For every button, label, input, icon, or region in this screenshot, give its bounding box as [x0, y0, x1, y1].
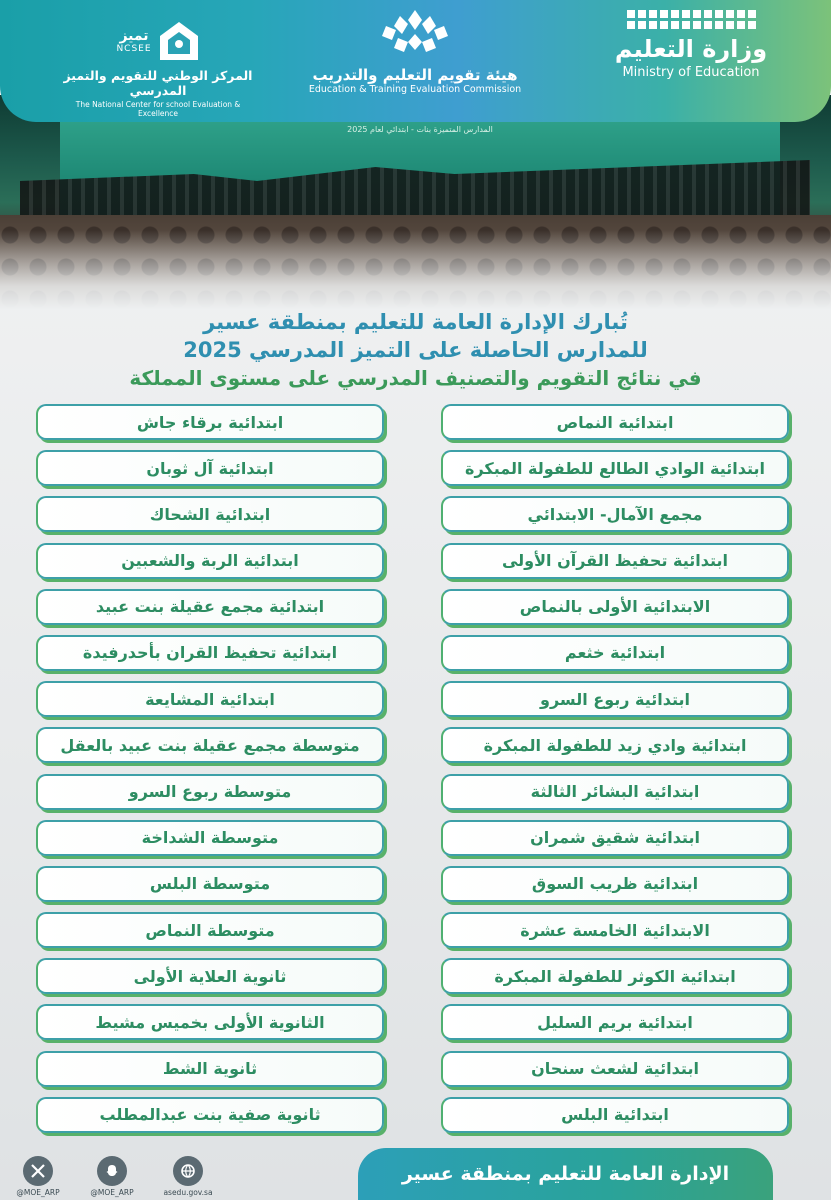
x-handle: @MOE_ARP	[16, 1188, 60, 1197]
school-item: ابتدائية تحفيظ القران بأحدرفيدة	[36, 635, 384, 671]
snapchat-link[interactable]	[84, 1156, 140, 1197]
moe-english-name: Ministry of Education	[622, 65, 760, 80]
school-item: متوسطة مجمع عقيلة بنت عبيد بالعقل	[36, 727, 384, 763]
school-item: ابتدائية الشحاك	[36, 496, 384, 532]
school-item: ابتدائية لشعث سنحان	[441, 1051, 789, 1087]
header-banner	[0, 0, 831, 122]
ncsee-logo	[58, 20, 258, 118]
moe-mark-icon	[626, 10, 756, 29]
headline-line-3: في نتائج التقويم والتصنيف المدرسي على مستوى المملكة	[129, 366, 702, 390]
school-item: الابتدائية الخامسة عشرة	[441, 912, 789, 948]
etec-leaves-icon	[370, 8, 460, 58]
ceremony-photo	[0, 95, 831, 310]
school-item: ابتدائية شقيق شمران	[441, 820, 789, 856]
school-item: ابتدائية المشايعة	[36, 681, 384, 717]
school-item: مجمع الآمال- الابتدائي	[441, 496, 789, 532]
school-item: ثانوية الشط	[36, 1051, 384, 1087]
school-item: متوسطة ربوع السرو	[36, 774, 384, 810]
school-item: ابتدائية ربوع السرو	[441, 681, 789, 717]
ncsee-arabic-name: المركز الوطني للتقويم والتميز المدرسي	[63, 68, 253, 98]
school-item: ثانوية صفية بنت عبدالمطلب	[36, 1097, 384, 1133]
schools-left-column	[36, 404, 384, 1143]
website-url: asedu.gov.sa	[163, 1188, 213, 1197]
school-item: ابتدائية مجمع عقيلة بنت عبيد	[36, 589, 384, 625]
school-item: ابتدائية خثعم	[441, 635, 789, 671]
snapchat-handle: @MOE_ARP	[90, 1188, 134, 1197]
moe-logo	[591, 10, 791, 80]
school-item: ابتدائية الوادي الطالع للطفولة المبكرة	[441, 450, 789, 486]
headline	[0, 308, 831, 392]
x-link[interactable]	[10, 1156, 66, 1197]
etec-logo	[300, 8, 530, 95]
etec-english-name: Education & Training Evaluation Commission	[308, 84, 522, 95]
school-item: ابتدائية بريم السليل	[441, 1004, 789, 1040]
school-item: الثانوية الأولى بخميس مشيط	[36, 1004, 384, 1040]
school-item: الابتدائية الأولى بالنماص	[441, 589, 789, 625]
photo-fade	[0, 230, 831, 310]
school-item: ابتدائية وادي زيد للطفولة المبكرة	[441, 727, 789, 763]
school-item: ابتدائية النماص	[441, 404, 789, 440]
school-item: متوسطة الشداخة	[36, 820, 384, 856]
ncsee-english-name: The National Center for school Evaluation & Excellence	[75, 100, 241, 118]
school-item: ابتدائية البلس	[441, 1097, 789, 1133]
snapchat-icon	[97, 1156, 127, 1186]
headline-line-1: تُبارك الإدارة العامة للتعليم بمنطقة عسير	[203, 310, 628, 334]
school-item: متوسطة البلس	[36, 866, 384, 902]
stage-banner: المدارس المتميزة بنات - ابتدائي لعام 2025	[347, 125, 493, 134]
x-icon	[23, 1156, 53, 1186]
school-item: ابتدائية برقاء جاش	[36, 404, 384, 440]
school-item: ابتدائية البشائر الثالثة	[441, 774, 789, 810]
school-item: ابتدائية الربة والشعبين	[36, 543, 384, 579]
footer-org-banner: الإدارة العامة للتعليم بمنطقة عسير	[358, 1148, 773, 1200]
etec-arabic-name: هيئة تقويم التعليم والتدريب	[312, 66, 518, 84]
school-item: متوسطة النماص	[36, 912, 384, 948]
website-icon	[173, 1156, 203, 1186]
school-item: ابتدائية آل ثوبان	[36, 450, 384, 486]
ncsee-brand-arabic: تميز	[119, 28, 149, 44]
schools-right-column	[441, 404, 789, 1143]
website-link[interactable]	[160, 1156, 216, 1197]
school-item: ثانوية العلاية الأولى	[36, 958, 384, 994]
ncsee-mark-icon	[158, 20, 200, 62]
headline-line-2: للمدارس الحاصلة على التميز المدرسي 2025	[183, 338, 648, 362]
school-item: ابتدائية ظريب السوق	[441, 866, 789, 902]
school-item: ابتدائية تحفيظ القرآن الأولى	[441, 543, 789, 579]
moe-arabic-name: وزارة التعليم	[614, 35, 768, 63]
ncsee-brand-english: NCSEE	[116, 44, 152, 54]
school-item: ابتدائية الكوثر للطفولة المبكرة	[441, 958, 789, 994]
